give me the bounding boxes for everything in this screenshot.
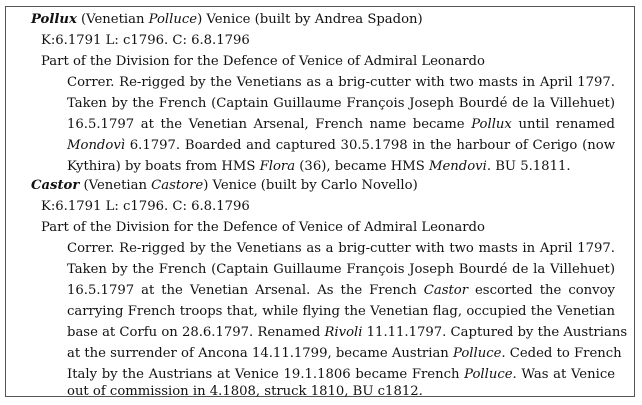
ship-name: Pollux	[31, 12, 77, 27]
history-line: Italy by the Austrians at Venice 19.1.1806 became French Polluce. Was at Venice	[67, 367, 616, 382]
entry-division: Part of the Division for the Defence of Venice of Admiral Leonardo	[41, 54, 485, 69]
history-line: Kythira) by boats from HMS Flora (36), became HMS Mendovi. BU 5.1811.	[67, 159, 571, 174]
history-line: carrying French troops that, while flying the Venetian flag, occupied the Venetian	[67, 304, 615, 319]
heading-text: (Venetian	[76, 12, 149, 27]
history-line: base at Corfu on 28.6.1797. Renamed Rivoli 11.11.1797. Captured by the Austrians	[67, 325, 628, 340]
heading-text: ) Venice (built by Andrea Spadon)	[197, 12, 423, 27]
heading-text: (Venetian	[79, 178, 152, 193]
history-line: 16.5.1797 at the Venetian Arsenal, French name became Pollux until renamed	[67, 117, 615, 132]
history-line: at the surrender of Ancona 14.11.1799, became Austrian Polluce. Ceded to French	[67, 346, 622, 361]
history-line: Taken by the French (Captain Guillaume François Joseph Bourdé de la Villehuet)	[67, 262, 615, 277]
history-line: Mondovì 6.1797. Boarded and captured 30.5.1798 in the harbour of Cerigo (now	[67, 138, 615, 153]
ship-name: Castor	[31, 178, 80, 193]
history-line: Taken by the French (Captain Guillaume François Joseph Bourdé de la Villehuet)	[67, 96, 615, 111]
entry-heading-castor	[31, 177, 642, 195]
entry-division: Part of the Division for the Defence of Venice of Admiral Leonardo	[41, 220, 485, 235]
heading-text: ) Venice (built by Carlo Novello)	[203, 178, 418, 193]
history-line: Correr. Re-rigged by the Venetians as a brig-cutter with two masts in April 1797.	[67, 241, 615, 256]
history-line: out of commission in 4.1808, struck 1810, BU c1812.	[67, 384, 423, 399]
venetian-name: Castore	[151, 178, 204, 193]
entry-dates: K:6.1791 L: c1796. C: 6.8.1796	[41, 33, 250, 48]
entry-dates: K:6.1791 L: c1796. C: 6.8.1796	[41, 199, 250, 214]
history-line: Correr. Re-rigged by the Venetians as a brig-cutter with two masts in April 1797.	[67, 75, 615, 90]
history-line: 16.5.1797 at the Venetian Arsenal. As the French Castor escorted the convoy	[67, 283, 615, 298]
venetian-name: Polluce	[148, 12, 198, 27]
entry-heading-pollux	[31, 11, 642, 29]
